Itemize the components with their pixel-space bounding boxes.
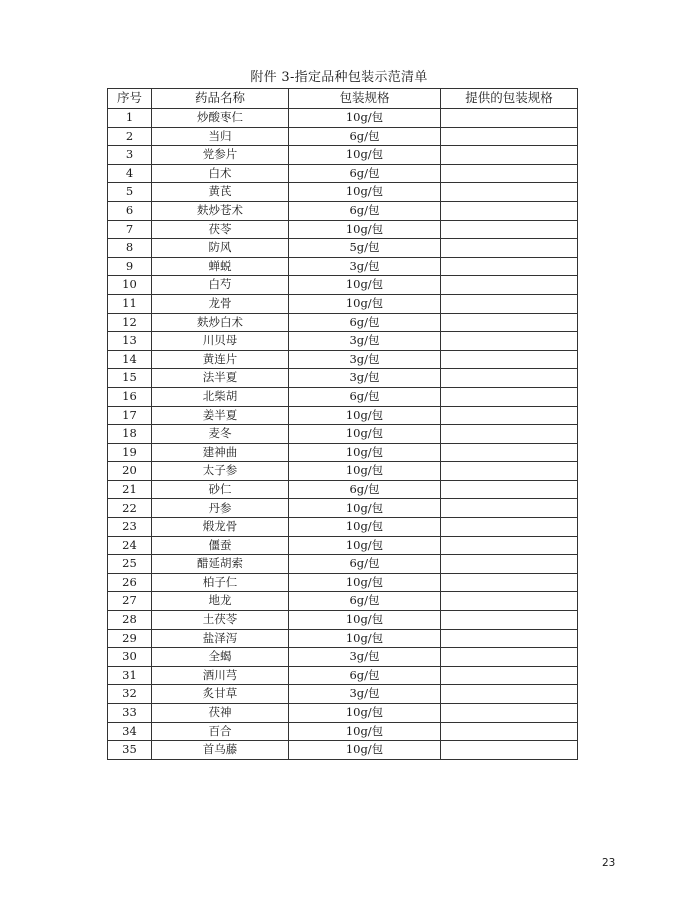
row-serial-number: 27 <box>108 592 152 611</box>
row-serial-number: 21 <box>108 480 152 499</box>
row-provided-spec <box>441 704 578 723</box>
row-provided-spec <box>441 350 578 369</box>
row-package-spec: 6g/包 <box>289 666 441 685</box>
row-package-spec: 6g/包 <box>289 201 441 220</box>
row-drug-name: 北柴胡 <box>152 387 289 406</box>
table-row <box>108 127 578 146</box>
row-serial-number: 16 <box>108 387 152 406</box>
row-package-spec: 10g/包 <box>289 462 441 481</box>
table-row <box>108 611 578 630</box>
row-package-spec: 10g/包 <box>289 573 441 592</box>
row-package-spec: 6g/包 <box>289 480 441 499</box>
row-drug-name: 醋延胡索 <box>152 555 289 574</box>
row-provided-spec <box>441 666 578 685</box>
row-package-spec: 10g/包 <box>289 276 441 295</box>
table-row <box>108 629 578 648</box>
row-serial-number: 29 <box>108 629 152 648</box>
row-provided-spec <box>441 332 578 351</box>
table-row <box>108 685 578 704</box>
row-serial-number: 18 <box>108 425 152 444</box>
row-drug-name: 酒川芎 <box>152 666 289 685</box>
row-provided-spec <box>441 462 578 481</box>
row-package-spec: 10g/包 <box>289 425 441 444</box>
row-drug-name: 茯苓 <box>152 220 289 239</box>
row-package-spec: 10g/包 <box>289 109 441 128</box>
row-drug-name: 百合 <box>152 722 289 741</box>
row-provided-spec <box>441 741 578 760</box>
table-body <box>108 109 578 760</box>
row-provided-spec <box>441 294 578 313</box>
row-provided-spec <box>441 629 578 648</box>
row-package-spec: 10g/包 <box>289 294 441 313</box>
row-provided-spec <box>441 257 578 276</box>
row-provided-spec <box>441 146 578 165</box>
row-drug-name: 当归 <box>152 127 289 146</box>
row-package-spec: 10g/包 <box>289 183 441 202</box>
table-row <box>108 201 578 220</box>
table-row <box>108 722 578 741</box>
table-row <box>108 443 578 462</box>
row-provided-spec <box>441 611 578 630</box>
row-serial-number: 25 <box>108 555 152 574</box>
row-serial-number: 10 <box>108 276 152 295</box>
row-package-spec: 10g/包 <box>289 722 441 741</box>
header-serial-number: 序号 <box>108 89 152 109</box>
row-serial-number: 15 <box>108 369 152 388</box>
row-provided-spec <box>441 127 578 146</box>
row-package-spec: 3g/包 <box>289 257 441 276</box>
table-header-row <box>108 89 578 109</box>
row-serial-number: 34 <box>108 722 152 741</box>
row-provided-spec <box>441 369 578 388</box>
table-row <box>108 369 578 388</box>
table-row <box>108 109 578 128</box>
table-row <box>108 183 578 202</box>
row-provided-spec <box>441 183 578 202</box>
row-provided-spec <box>441 685 578 704</box>
row-drug-name: 炒酸枣仁 <box>152 109 289 128</box>
header-provided-spec: 提供的包装规格 <box>441 89 578 109</box>
row-drug-name: 防风 <box>152 239 289 258</box>
row-serial-number: 14 <box>108 350 152 369</box>
row-provided-spec <box>441 648 578 667</box>
row-provided-spec <box>441 425 578 444</box>
row-provided-spec <box>441 573 578 592</box>
row-package-spec: 6g/包 <box>289 387 441 406</box>
row-drug-name: 黄连片 <box>152 350 289 369</box>
table-row <box>108 648 578 667</box>
row-serial-number: 26 <box>108 573 152 592</box>
row-package-spec: 3g/包 <box>289 369 441 388</box>
row-drug-name: 川贝母 <box>152 332 289 351</box>
row-provided-spec <box>441 499 578 518</box>
row-serial-number: 7 <box>108 220 152 239</box>
row-serial-number: 31 <box>108 666 152 685</box>
row-drug-name: 全蝎 <box>152 648 289 667</box>
table-row <box>108 257 578 276</box>
row-package-spec: 10g/包 <box>289 518 441 537</box>
row-serial-number: 13 <box>108 332 152 351</box>
row-provided-spec <box>441 313 578 332</box>
table-row <box>108 666 578 685</box>
row-provided-spec <box>441 164 578 183</box>
row-package-spec: 6g/包 <box>289 592 441 611</box>
row-serial-number: 4 <box>108 164 152 183</box>
row-provided-spec <box>441 387 578 406</box>
row-serial-number: 1 <box>108 109 152 128</box>
row-drug-name: 盐泽泻 <box>152 629 289 648</box>
row-provided-spec <box>441 555 578 574</box>
row-serial-number: 9 <box>108 257 152 276</box>
row-serial-number: 17 <box>108 406 152 425</box>
row-package-spec: 5g/包 <box>289 239 441 258</box>
row-serial-number: 11 <box>108 294 152 313</box>
table-row <box>108 313 578 332</box>
row-provided-spec <box>441 276 578 295</box>
row-package-spec: 3g/包 <box>289 350 441 369</box>
table-row <box>108 332 578 351</box>
row-serial-number: 28 <box>108 611 152 630</box>
row-drug-name: 僵蚕 <box>152 536 289 555</box>
table-row <box>108 220 578 239</box>
row-drug-name: 麦冬 <box>152 425 289 444</box>
row-package-spec: 10g/包 <box>289 220 441 239</box>
row-drug-name: 炙甘草 <box>152 685 289 704</box>
row-package-spec: 3g/包 <box>289 332 441 351</box>
row-package-spec: 10g/包 <box>289 741 441 760</box>
packaging-list-table <box>107 88 578 760</box>
row-drug-name: 建神曲 <box>152 443 289 462</box>
row-drug-name: 地龙 <box>152 592 289 611</box>
row-drug-name: 丹参 <box>152 499 289 518</box>
table-row <box>108 146 578 165</box>
row-package-spec: 6g/包 <box>289 313 441 332</box>
row-serial-number: 35 <box>108 741 152 760</box>
table-row <box>108 387 578 406</box>
table-row <box>108 741 578 760</box>
row-package-spec: 10g/包 <box>289 611 441 630</box>
row-drug-name: 蝉蜕 <box>152 257 289 276</box>
table-row <box>108 499 578 518</box>
row-serial-number: 22 <box>108 499 152 518</box>
row-drug-name: 龙骨 <box>152 294 289 313</box>
row-provided-spec <box>441 201 578 220</box>
row-drug-name: 法半夏 <box>152 369 289 388</box>
row-serial-number: 5 <box>108 183 152 202</box>
row-serial-number: 12 <box>108 313 152 332</box>
table-row <box>108 164 578 183</box>
row-provided-spec <box>441 239 578 258</box>
row-serial-number: 6 <box>108 201 152 220</box>
row-drug-name: 柏子仁 <box>152 573 289 592</box>
header-drug-name: 药品名称 <box>152 89 289 109</box>
row-serial-number: 23 <box>108 518 152 537</box>
table-row <box>108 480 578 499</box>
row-provided-spec <box>441 480 578 499</box>
row-package-spec: 6g/包 <box>289 127 441 146</box>
row-drug-name: 黄芪 <box>152 183 289 202</box>
row-package-spec: 10g/包 <box>289 704 441 723</box>
row-package-spec: 10g/包 <box>289 146 441 165</box>
table-row <box>108 294 578 313</box>
row-serial-number: 33 <box>108 704 152 723</box>
row-serial-number: 2 <box>108 127 152 146</box>
row-provided-spec <box>441 109 578 128</box>
row-drug-name: 煅龙骨 <box>152 518 289 537</box>
row-drug-name: 麸炒白术 <box>152 313 289 332</box>
row-package-spec: 10g/包 <box>289 499 441 518</box>
page-title: 附件 3-指定品种包装示范清单 <box>250 70 428 85</box>
row-serial-number: 24 <box>108 536 152 555</box>
row-package-spec: 10g/包 <box>289 536 441 555</box>
row-package-spec: 3g/包 <box>289 648 441 667</box>
table-row <box>108 276 578 295</box>
table-row <box>108 704 578 723</box>
row-provided-spec <box>441 536 578 555</box>
row-drug-name: 白术 <box>152 164 289 183</box>
row-package-spec: 10g/包 <box>289 443 441 462</box>
row-drug-name: 首乌藤 <box>152 741 289 760</box>
table-row <box>108 239 578 258</box>
row-provided-spec <box>441 518 578 537</box>
row-package-spec: 6g/包 <box>289 555 441 574</box>
header-package-spec: 包装规格 <box>289 89 441 109</box>
table-row <box>108 536 578 555</box>
row-drug-name: 党参片 <box>152 146 289 165</box>
row-serial-number: 30 <box>108 648 152 667</box>
row-provided-spec <box>441 443 578 462</box>
table-row <box>108 573 578 592</box>
row-provided-spec <box>441 592 578 611</box>
row-serial-number: 8 <box>108 239 152 258</box>
row-package-spec: 10g/包 <box>289 629 441 648</box>
table-row <box>108 406 578 425</box>
row-serial-number: 3 <box>108 146 152 165</box>
row-drug-name: 茯神 <box>152 704 289 723</box>
row-drug-name: 姜半夏 <box>152 406 289 425</box>
row-serial-number: 32 <box>108 685 152 704</box>
row-drug-name: 麸炒苍术 <box>152 201 289 220</box>
row-package-spec: 10g/包 <box>289 406 441 425</box>
row-serial-number: 20 <box>108 462 152 481</box>
table-row <box>108 592 578 611</box>
row-drug-name: 白芍 <box>152 276 289 295</box>
page-number: 23 <box>602 857 616 869</box>
row-drug-name: 砂仁 <box>152 480 289 499</box>
table-row <box>108 462 578 481</box>
table-row <box>108 425 578 444</box>
table-row <box>108 555 578 574</box>
table-row <box>108 350 578 369</box>
row-provided-spec <box>441 406 578 425</box>
row-package-spec: 3g/包 <box>289 685 441 704</box>
row-provided-spec <box>441 220 578 239</box>
row-serial-number: 19 <box>108 443 152 462</box>
row-drug-name: 太子参 <box>152 462 289 481</box>
row-package-spec: 6g/包 <box>289 164 441 183</box>
row-drug-name: 土茯苓 <box>152 611 289 630</box>
table-row <box>108 518 578 537</box>
row-provided-spec <box>441 722 578 741</box>
